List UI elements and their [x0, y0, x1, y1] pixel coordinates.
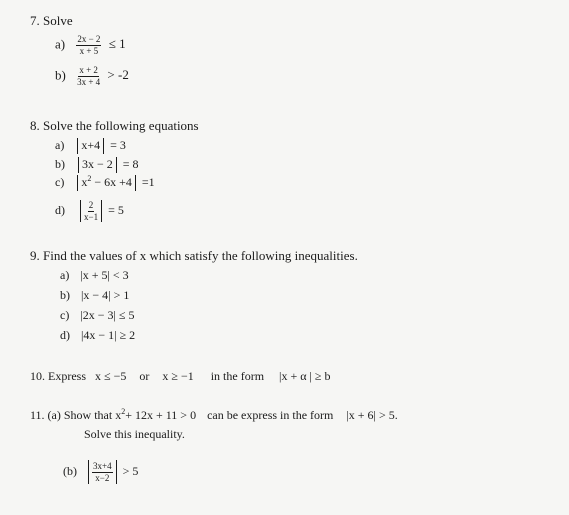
q7a-relation: ≤ 1 [108, 36, 126, 52]
q7b-fraction [77, 66, 100, 87]
q7a-numerator: 2x − 2 [77, 34, 101, 44]
q11a-pre: 11. (a) Show that x [30, 408, 122, 422]
abs-bar [101, 200, 102, 222]
q11b-numerator: 3x+4 [93, 460, 112, 471]
q11b-relation: > 5 [122, 463, 139, 478]
q10-or: or [139, 369, 150, 383]
q7b-denominator: 3x + 4 [77, 77, 101, 87]
q7a-denominator: x + 5 [79, 46, 99, 56]
q8c-label: c) [55, 175, 65, 189]
q11a [30, 408, 398, 421]
q10-form: |x + α | ≥ b [279, 369, 331, 383]
q11a-exponent: 2 [121, 407, 126, 416]
q8a-label: a) [55, 137, 65, 152]
abs-bar [77, 138, 78, 154]
q9c-expr: |2x − 3| ≤ 5 [80, 308, 135, 322]
q8-header: 8. Solve the following equations [30, 118, 199, 133]
q9b-expr: |x − 4| > 1 [81, 288, 130, 302]
q8d-fraction [84, 201, 98, 222]
q8b [55, 157, 139, 173]
q9b-label: b) [60, 288, 70, 302]
abs-bar [116, 157, 117, 173]
q9c-label: c) [60, 308, 70, 322]
q8c-rhs: =1 [141, 175, 155, 189]
q8c-inner-pre: x [81, 175, 88, 189]
q10 [30, 370, 331, 382]
q9d-expr: |4x − 1| ≥ 2 [81, 328, 136, 342]
q8a [55, 138, 126, 154]
q9d-label: d) [60, 328, 70, 342]
q8b-rhs: = 8 [122, 156, 139, 171]
q11a-form: |x + 6| > 5. [346, 408, 398, 422]
q8b-label: b) [55, 156, 65, 171]
q8d-numerator: 2 [88, 199, 94, 210]
q11b-denominator: x−2 [95, 472, 110, 483]
q8d-denominator: x−1 [84, 211, 99, 222]
q9b [60, 289, 129, 301]
q7b-label: b) [55, 67, 66, 83]
abs-bar [88, 460, 89, 484]
q8d-label: d) [55, 202, 65, 217]
q11a-post: + 12x + 11 > 0 [125, 408, 197, 422]
q7-header: 7. Solve [30, 13, 73, 28]
abs-bar [78, 157, 79, 173]
q9d [60, 329, 135, 341]
q10-text-b: in the form [210, 369, 265, 383]
q9-header: 9. Find the values of x which satisfy the following inequalities. [30, 248, 358, 263]
q8c [55, 175, 155, 191]
q7a-label: a) [55, 36, 66, 52]
q8c-inner-post: − 6x +4 [91, 175, 132, 189]
q7a-fraction [76, 35, 101, 56]
abs-bar [77, 175, 78, 191]
q7a [55, 35, 126, 56]
q9c [60, 309, 135, 321]
q9a-label: a) [60, 268, 70, 282]
abs-bar [116, 460, 117, 484]
abs-bar [80, 200, 81, 222]
q10-cond1: x ≤ −5 [95, 369, 127, 383]
q8a-rhs: = 3 [110, 137, 126, 152]
q7b [55, 66, 129, 87]
q9a [60, 269, 129, 281]
q10-cond2: x ≥ −1 [162, 369, 194, 383]
q11b [63, 460, 138, 484]
q8d-rhs: = 5 [108, 202, 124, 217]
q11b-fraction [92, 462, 113, 483]
q8d [55, 200, 124, 222]
q11b-label: (b) [63, 463, 77, 478]
q11a-line2: Solve this inequality. [84, 427, 185, 441]
q8b-inner: 3x − 2 [82, 156, 113, 171]
q8c-exponent: 2 [87, 174, 92, 183]
q9a-expr: |x + 5| < 3 [80, 268, 129, 282]
q7b-relation: > -2 [107, 67, 129, 83]
abs-bar [103, 138, 104, 154]
q7b-numerator: x + 2 [79, 65, 98, 75]
q8a-inner: x+4 [81, 137, 101, 152]
q10-text-a: 10. Express [30, 369, 86, 383]
q11a-mid: can be express in the form [207, 408, 334, 422]
abs-bar [135, 175, 136, 191]
